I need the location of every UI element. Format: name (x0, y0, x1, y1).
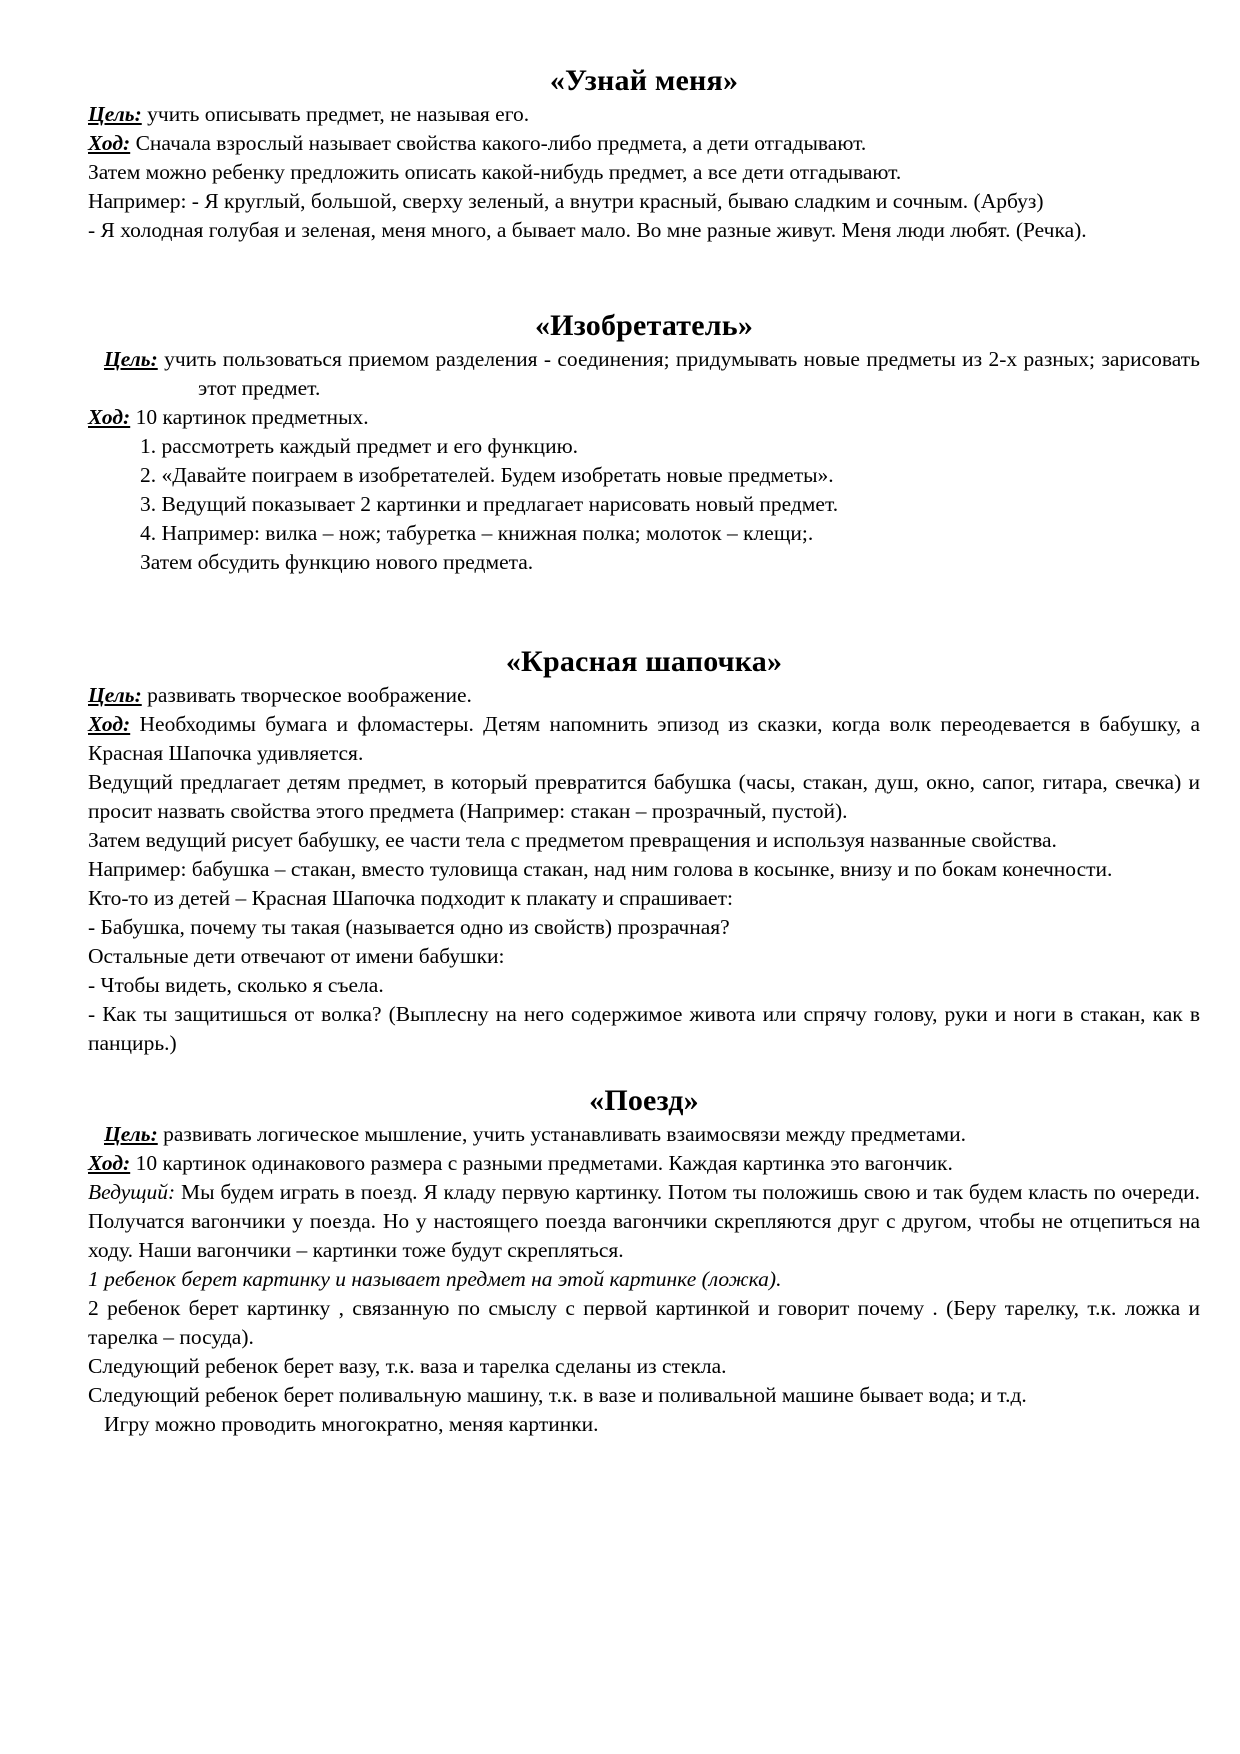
goal-label: Цель: (88, 683, 142, 707)
goal-paragraph (88, 100, 1200, 129)
move-label: Ход: (88, 1151, 131, 1175)
move-label: Ход: (88, 131, 131, 155)
goal-text: развивать творческое воображение. (141, 683, 472, 707)
step-item: 4. Например: вилка – нож; табуретка – книжная полка; молоток – клещи;. (140, 521, 814, 545)
move-paragraph (88, 403, 1200, 432)
goal-text: учить описывать предмет, не называя его. (141, 102, 530, 126)
body-paragraph: Кто-то из детей – Красная Шапочка подходит к плакату и спрашивает: (88, 886, 733, 910)
body-paragraph: - Бабушка, почему ты такая (называется одно из свойств) прозрачная? (88, 915, 730, 939)
body-paragraph: - Как ты защитишься от волка? (Выплесну на него содержимое живота или спрячу голову, руки и ноги в стакан, как в панцирь.) (88, 1002, 1200, 1055)
goal-paragraph (88, 681, 1200, 710)
section-title: «Поезд» (589, 1084, 699, 1117)
body-paragraph: Следующий ребенок берет вазу, т.к. ваза и тарелка сделаны из стекла. (88, 1354, 727, 1378)
host-text: Мы будем играть в поезд. Я кладу первую картинку. Потом ты положишь свою и так будем класть по очереди. Получатся вагончики у поезда. Но у настоящего поезда вагончики скрепляются друг с другом, чтобы не отцепиться на ходу. Наши вагончики – картинки тоже будут скрепляться. (88, 1180, 1200, 1262)
move-text: Необходимы бумага и фломастеры. Детям напомнить эпизод из сказки, когда волк переодевается в бабушку, а Красная Шапочка удивляется. (88, 712, 1200, 765)
goal-label: Цель: (104, 347, 158, 371)
move-label: Ход: (88, 712, 131, 736)
body-paragraph: Затем можно ребенку предложить описать какой-нибудь предмет, а все дети отгадывают. (88, 160, 902, 184)
body-paragraph: Например: бабушка – стакан, вместо туловища стакан, над ним голова в косынке, внизу и по бокам конечности. (88, 857, 1113, 881)
step-item: 3. Ведущий показывает 2 картинки и предлагает нарисовать новый предмет. (140, 492, 839, 516)
section-title: «Красная шапочка» (505, 645, 783, 678)
step-item: 1. рассмотреть каждый предмет и его функцию. (140, 434, 579, 458)
closing-paragraph: Игру можно проводить многократно, меняя картинки. (104, 1412, 599, 1436)
goal-text: развивать логическое мышление, учить устанавливать взаимосвязи между предметами. (157, 1122, 967, 1146)
section-title: «Узнай меня» (549, 64, 739, 97)
step-item: 2. «Давайте поиграем в изобретателей. Будем изобретать новые предметы». (140, 463, 834, 487)
goal-paragraph (88, 1120, 1200, 1149)
host-paragraph (88, 1178, 1200, 1265)
move-text: 10 картинок предметных. (130, 405, 369, 429)
goal-label: Цель: (88, 102, 142, 126)
game-section-krasnaya-shapochka (88, 643, 1200, 1058)
body-paragraph: - Чтобы видеть, сколько я съела. (88, 973, 384, 997)
game-section-izobretatel (88, 307, 1200, 577)
move-label: Ход: (88, 405, 131, 429)
italic-instruction: 1 ребенок берет картинку и называет предмет на этой картинке (ложка). (88, 1267, 782, 1291)
goal-label: Цель: (104, 1122, 158, 1146)
body-paragraph: Затем ведущий рисует бабушку, ее части тела с предметом превращения и используя названные свойства. (88, 828, 1057, 852)
document-page (88, 62, 1200, 1439)
goal-paragraph (88, 345, 1200, 403)
body-paragraph: - Я холодная голубая и зеленая, меня много, а бывает мало. Во мне разные живут. Меня люди любят. (Речка). (88, 218, 1087, 242)
move-paragraph (88, 1149, 1200, 1178)
move-paragraph (88, 710, 1200, 768)
game-section-uznai-menya (88, 62, 1200, 245)
body-paragraph: Например: - Я круглый, большой, сверху зеленый, а внутри красный, бываю сладким и сочным. (Арбуз) (88, 189, 1044, 213)
step-item: Затем обсудить функцию нового предмета. (140, 550, 534, 574)
game-section-poezd (88, 1082, 1200, 1439)
body-paragraph: Остальные дети отвечают от имени бабушки: (88, 944, 505, 968)
section-title: «Изобретатель» (534, 309, 754, 342)
move-text: 10 картинок одинакового размера с разными предметами. Каждая картинка это вагончик. (130, 1151, 953, 1175)
host-label: Ведущий: (88, 1180, 176, 1204)
body-paragraph: Ведущий предлагает детям предмет, в который превратится бабушка (часы, стакан, душ, окно, сапог, гитара, свечка) и просит назвать свойства этого предмета (Например: стакан – прозрачный, пустой). (88, 770, 1200, 823)
body-paragraph: 2 ребенок берет картинку , связанную по смыслу с первой картинкой и говорит почему . (Беру тарелку, т.к. ложка и тарелка – посуда). (88, 1296, 1200, 1349)
body-paragraph: Следующий ребенок берет поливальную машину, т.к. в вазе и поливальной машине бывает вода; и т.д. (88, 1383, 1027, 1407)
move-paragraph (88, 129, 1200, 158)
goal-text: учить пользоваться приемом разделения - соединения; придумывать новые предметы из 2-х разных; зарисовать этот предмет. (157, 347, 1200, 400)
move-text: Сначала взрослый называет свойства какого-либо предмета, а дети отгадывают. (130, 131, 867, 155)
